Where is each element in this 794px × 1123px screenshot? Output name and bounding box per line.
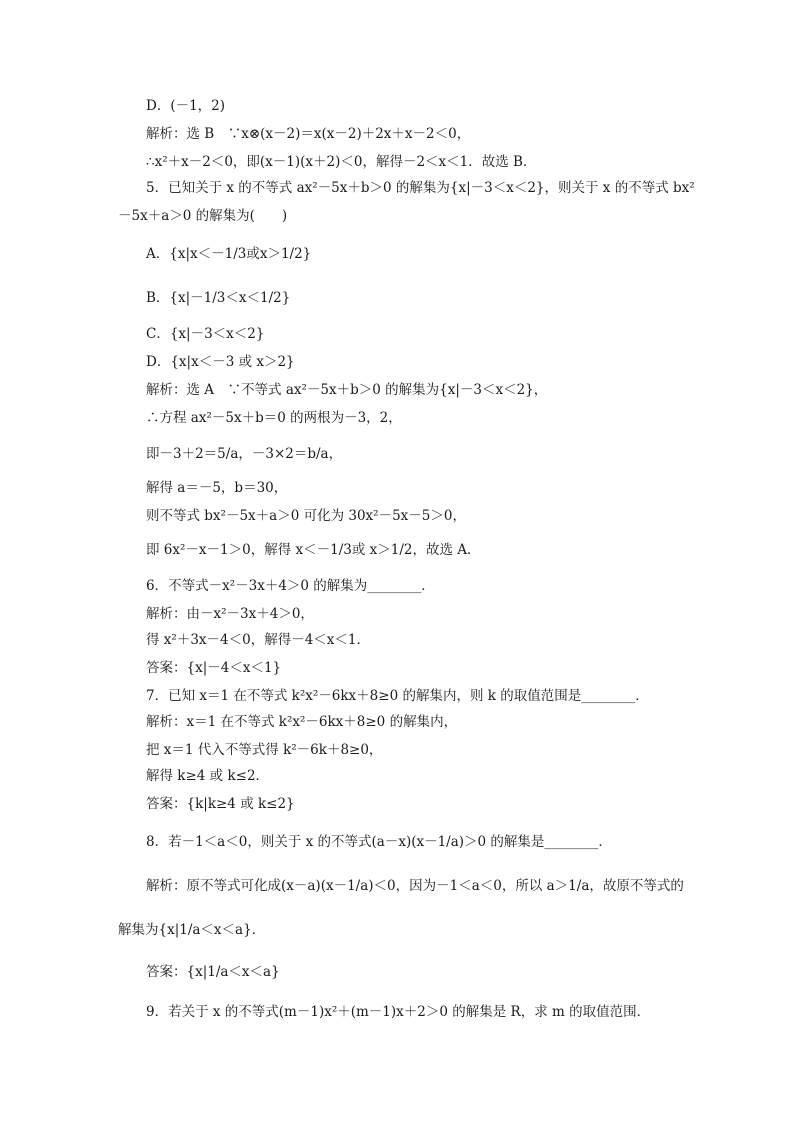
analysis-line: 得 x²＋3x－4＜0，解得－4＜x＜1． (146, 632, 370, 648)
analysis-line: ∴方程 ax²－5x＋b＝0 的两根为－3，2， (146, 410, 402, 426)
question-6: 6．不等式－x²－3x＋4＞0 的解集为________． (146, 578, 435, 594)
analysis-line: 解析：选 A ∵不等式 ax²－5x＋b＞0 的解集为{x|－3＜x＜2}， (146, 382, 548, 398)
analysis-line: 把 x＝1 代入不等式得 k²－6k＋8≥0， (146, 742, 383, 758)
analysis-line: 解集为{x|1/a＜x＜a}． (118, 922, 266, 938)
question-5-line1: 5．已知关于 x 的不等式 ax²－5x＋b＞0 的解集为{x|－3＜x＜2}，则关于 x 的不等式 bx² (146, 180, 695, 196)
answer-line: 答案：{x|1/a＜x＜a} (146, 964, 280, 980)
answer-line: 答案：{x|－4＜x＜1} (146, 660, 282, 676)
option-a: A．{x|x＜－1/3或x＞1/2} (146, 246, 312, 262)
option-d-prev: D．(－1，2) (146, 98, 226, 114)
analysis-line: ∴x²＋x－2＜0，即(x－1)(x＋2)＜0，解得－2＜x＜1．故选 B． (146, 154, 537, 170)
analysis-line: 解得 a＝－5，b＝30， (146, 480, 288, 496)
question-9: 9．若关于 x 的不等式(m－1)x²＋(m－1)x＋2＞0 的解集是 R，求 m 的取值范围． (146, 1004, 651, 1020)
analysis-line: 解析：由－x²－3x＋4＞0， (146, 606, 314, 622)
answer-line: 答案：{k|k≥4 或 k≤2} (146, 796, 295, 812)
option-d: D．{x|x＜－3 或 x＞2} (146, 354, 295, 370)
analysis-line: 即 6x²－x－1＞0，解得 x＜－1/3或 x＞1/2，故选 A． (146, 542, 481, 558)
question-5-line2: －5x＋a＞0 的解集为( ) (118, 208, 288, 224)
analysis-line: 解得 k≥4 或 k≤2． (146, 768, 270, 784)
option-c: C．{x|－3＜x＜2} (146, 326, 265, 342)
question-8: 8．若－1＜a＜0，则关于 x 的不等式(a－x)(x－1/a)＞0 的解集是________． (146, 834, 612, 850)
analysis-line: 解析：x＝1 在不等式 k²x²－6kx＋8≥0 的解集内， (146, 714, 458, 730)
analysis-line: 即－3＋2＝5/a，－3×2＝b/a， (146, 446, 343, 462)
option-b: B．{x|－1/3＜x＜1/2} (146, 290, 291, 306)
question-7: 7．已知 x＝1 在不等式 k²x²－6kx＋8≥0 的解集内，则 k 的取值范围是________． (146, 688, 649, 704)
analysis-line: 解析：原不等式可化成(x－a)(x－1/a)＜0，因为－1＜a＜0，所以 a＞1/a，故原不等式的 (146, 878, 684, 894)
analysis-line: 解析：选 B ∵x⊗(x－2)＝x(x－2)＋2x＋x－2＜0， (146, 126, 471, 142)
analysis-line: 则不等式 bx²－5x＋a＞0 可化为 30x²－5x－5＞0， (146, 508, 466, 524)
